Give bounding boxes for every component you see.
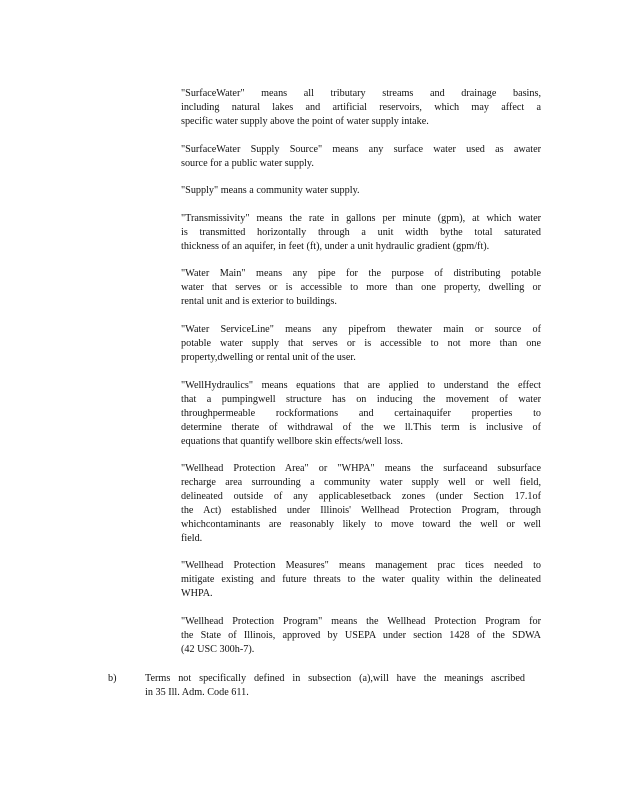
definition-line: determine therate of withdrawal of the we ll.This term is inclusive of (181, 422, 541, 433)
definition-line: "Wellhead Protection Measures" means management prac tices needed to (181, 560, 541, 571)
definition-line: WHPA. (181, 588, 213, 599)
definition-line: throughpermeable rockformations and certainaquifer properties to (181, 408, 541, 419)
definition-line: rental unit and is exterior to buildings. (181, 296, 337, 307)
definition-paragraph (181, 87, 541, 129)
definition-line: "SurfaceWater" means all tributary streams and drainage basins, (181, 88, 541, 99)
definition-line: "Transmissivity" means the rate in gallons per minute (gpm), at which water (181, 213, 541, 224)
definition-paragraph (181, 184, 541, 198)
definition-line: the State of Illinois, approved by USEPA under section 1428 of the SDWA (181, 630, 541, 641)
definition-line: whichcontaminants are reasonably likely to move toward the well or well (181, 519, 541, 530)
definition-line: delineated outside of any applicablesetback zones (under Section 17.1of (181, 491, 541, 502)
definition-line: "Wellhead Protection Area" or "WHPA" means the surfaceand subsurface (181, 463, 541, 474)
definition-line: recharge area surrounding a community water supply well or well field, (181, 477, 541, 488)
definition-line: field. (181, 533, 203, 544)
definition-line: (42 USC 300h-7). (181, 644, 255, 655)
definition-line: "Supply" means a community water supply. (181, 185, 360, 196)
definition-line: property,dwelling or rental unit of the user. (181, 352, 356, 363)
definition-line: water that serves or is accessible to more than one property, dwelling or (181, 282, 541, 293)
definition-line: potable water supply that serves or is accessible to not more than one (181, 338, 541, 349)
definition-line: specific water supply above the point of water supply intake. (181, 116, 429, 127)
definition-line: mitigate existing and future threats to the water quality within the delineated (181, 574, 541, 585)
definition-line: "SurfaceWater Supply Source" means any surface water used as awater (181, 144, 541, 155)
definition-paragraph (181, 267, 541, 309)
subsection-line: in 35 Ill. Adm. Code 611. (145, 687, 249, 698)
definition-line: equations that quantify wellbore skin effects/well loss. (181, 436, 403, 447)
definition-line: the Act) established under Illinois' Wellhead Protection Program, through (181, 505, 541, 516)
definition-line: "WellHydraulics" means equations that are applied to understand the effect (181, 380, 541, 391)
definition-paragraph (181, 615, 541, 657)
definition-paragraph (181, 212, 541, 254)
definition-paragraph (181, 143, 541, 171)
definition-line: that a pumpingwell structure has on inducing the movement of water (181, 394, 541, 405)
subsection-b-text (145, 672, 525, 700)
definition-line: is transmitted horizontally through a unit width bythe total saturated (181, 227, 541, 238)
definition-paragraph (181, 323, 541, 365)
subsection-b-label: b) (108, 673, 117, 684)
definition-line: thickness of an aquifer, in feet (ft), under a unit hydraulic gradient (gpm/ft). (181, 241, 490, 252)
subsection-line: Terms not specifically defined in subsection (a),will have the meanings ascribed (145, 673, 525, 684)
definition-line: "Wellhead Protection Program" means the Wellhead Protection Program for (181, 616, 541, 627)
definition-line: "Water ServiceLine" means any pipefrom thewater main or source of (181, 324, 541, 335)
definition-paragraph (181, 379, 541, 449)
definition-line: source for a public water supply. (181, 158, 314, 169)
definition-line: "Water Main" means any pipe for the purpose of distributing potable (181, 268, 541, 279)
definition-paragraph (181, 462, 541, 546)
definition-line: including natural lakes and artificial reservoirs, which may affect a (181, 102, 541, 113)
definition-paragraph (181, 559, 541, 601)
